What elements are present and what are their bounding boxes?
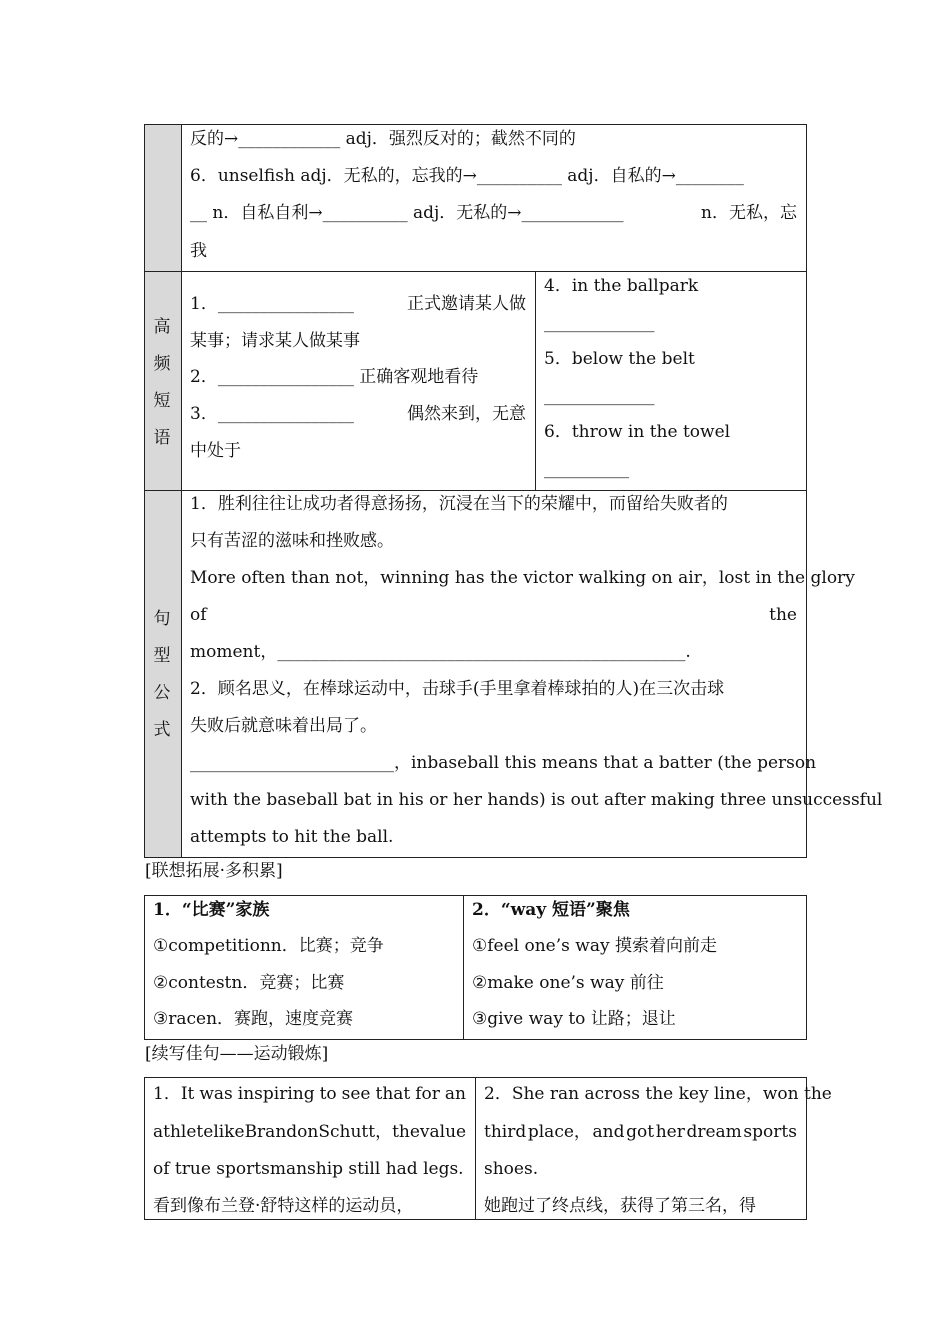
column-divider-phrases <box>535 271 536 490</box>
vocab-line-2 <box>190 165 744 187</box>
w: to <box>319 1084 337 1104</box>
sentence-2-en-blank: ________________________，in <box>190 753 428 773</box>
phrase-item-6-blank: __________ <box>544 459 629 479</box>
sentences-label-4: 式 <box>153 720 171 740</box>
sentence-1-cn-line-2: 只有苦涩的滋味和挫败感。 <box>190 531 394 551</box>
sentence-2-en-line-3: attempts to hit the ball. <box>190 827 394 847</box>
sentence-1-en-of: of <box>190 605 207 625</box>
w: that <box>375 1084 411 1104</box>
w: inspiring <box>237 1084 315 1104</box>
w: value <box>419 1122 467 1142</box>
w: got <box>626 1122 655 1142</box>
phrase-item-1-blank: 1．________________ <box>190 294 354 314</box>
section-2-left-line-1 <box>153 1083 466 1105</box>
sentence-2-en-rest: baseball this means that a batter (the person <box>427 753 817 773</box>
section-2-right-line-1: 2．She ran across the key line，won the <box>484 1084 832 1104</box>
sentence-2-en-line-2: with the baseball bat in his or her hands) is out after making three unsuccessful <box>190 790 883 810</box>
phrase-item-5: 5．below the belt <box>544 349 695 369</box>
w: 1．It <box>153 1084 195 1104</box>
phrases-label-4: 语 <box>153 428 171 448</box>
sentence-1-en-line-2 <box>190 604 797 626</box>
w: an <box>444 1084 466 1104</box>
w: was <box>199 1084 233 1104</box>
sentences-label-1: 句 <box>153 609 171 629</box>
sentence-2-cn-line-1: 2．顾名思义，在棒球运动中，击球手(手里拿着棒球拍的人)在三次击球 <box>190 679 725 699</box>
section-2-right-line-2 <box>484 1121 797 1143</box>
phrase-item-3-meaning: 偶然来到，无意 <box>407 404 526 424</box>
top-table-frame <box>144 124 807 858</box>
section-1-title: [联想拓展·多积累] <box>145 861 283 881</box>
section-1-left-head <box>153 899 269 921</box>
phrases-label-1: 高 <box>153 317 171 337</box>
section-1-column-divider <box>463 895 464 1040</box>
sentence-2-cn-line-2: 失败后就意味着出局了。 <box>190 716 377 736</box>
section-1-left-head-text: 1．“比赛”家族 <box>153 900 270 920</box>
vocab-line-3-b: n．无私，忘 <box>701 203 797 223</box>
phrase-item-5-blank: _____________ <box>544 386 655 406</box>
section-2-title: [续写佳句——运动锻炼] <box>145 1044 329 1064</box>
phrase-item-3-blank: 3．________________ <box>190 404 354 424</box>
vocab-line-2-text: 6．unselfish adj．无私的，忘我的→__________ adj．自私的→________ <box>190 166 744 186</box>
sentences-label-2: 型 <box>153 646 171 666</box>
phrase-item-1 <box>190 293 526 315</box>
sentences-label-3: 公 <box>153 683 171 703</box>
section-2-left-line-2 <box>153 1121 466 1143</box>
section-1-right-head-text: 2．“way 短语”聚焦 <box>472 900 630 920</box>
w: like <box>213 1122 245 1142</box>
w: and <box>592 1122 625 1142</box>
phrase-item-4-blank: _____________ <box>544 313 655 333</box>
section-2-right-line-4: 她跑过了终点线，获得了第三名，得 <box>484 1196 756 1216</box>
vocab-line-1 <box>190 128 576 150</box>
w: third <box>484 1122 527 1142</box>
sentence-1-en-line-1: More often than not，winning has the victor walking on air，lost in the glory <box>190 568 855 588</box>
w: her <box>655 1122 685 1142</box>
sentence-1-en-line-3: moment，________________________________________________. <box>190 642 691 662</box>
section-1-right-item-2: ②make one’s way 前往 <box>472 973 664 993</box>
section-1-right-item-3: ③give way to 让路；退让 <box>472 1009 676 1029</box>
phrase-item-1-cont: 某事；请求某人做某事 <box>190 331 360 351</box>
section-1-right-item-1: ①feel one’s way 摸索着向前走 <box>472 936 717 956</box>
phrase-item-2: 2．________________ 正确客观地看待 <box>190 367 479 387</box>
row-divider-1 <box>144 271 807 272</box>
row-divider-2 <box>144 490 807 491</box>
sentence-1-cn-line-1: 1．胜利往往让成功者得意扬扬，沉浸在当下的荣耀中，而留给失败者的 <box>190 494 728 514</box>
vocab-line-4-text: 我 <box>190 241 207 261</box>
phrase-item-4: 4．in the ballpark <box>544 276 699 296</box>
section-2-left-line-3: of true sportsmanship still had legs. <box>153 1159 464 1179</box>
sentence-1-en-the: the <box>769 605 797 625</box>
sentence-2-en-line-1 <box>190 752 817 774</box>
vocab-line-4 <box>190 240 207 262</box>
section-2-right-line-3: shoes. <box>484 1159 539 1179</box>
w: athlete <box>153 1122 214 1142</box>
w: sports <box>743 1122 797 1142</box>
w: dream <box>686 1122 742 1142</box>
section-1-left-item-1: ①competitionn．比赛；竞争 <box>153 936 384 956</box>
w: see <box>341 1084 371 1104</box>
w: place， <box>527 1122 591 1142</box>
vocab-line-3-a: __ n．自私自利→__________ adj．无私的→____________ <box>190 203 624 223</box>
vocab-line-1-text: 反的→____________ adj．强烈反对的；截然不同的 <box>190 129 576 149</box>
phrase-item-3-cont: 中处于 <box>190 441 241 461</box>
w: Schutt， <box>318 1122 393 1142</box>
w: Brandon <box>244 1122 319 1142</box>
section-2-column-divider <box>475 1077 476 1220</box>
section-2-left-line-4: 看到像布兰登·舒特这样的运动员， <box>153 1196 414 1216</box>
section-1-left-item-3: ③racen．赛跑，速度竞赛 <box>153 1009 354 1029</box>
phrases-label-3: 短 <box>153 391 171 411</box>
phrase-item-3 <box>190 403 526 425</box>
w: for <box>415 1084 440 1104</box>
vocab-line-3 <box>190 202 797 224</box>
w: the <box>392 1122 420 1142</box>
phrase-item-1-meaning: 正式邀请某人做 <box>407 294 526 314</box>
section-1-left-item-2: ②contestn．竞赛；比赛 <box>153 973 345 993</box>
phrase-item-6: 6．throw in the towel <box>544 422 731 442</box>
section-1-right-head <box>472 899 630 921</box>
phrases-label-2: 频 <box>153 354 171 374</box>
